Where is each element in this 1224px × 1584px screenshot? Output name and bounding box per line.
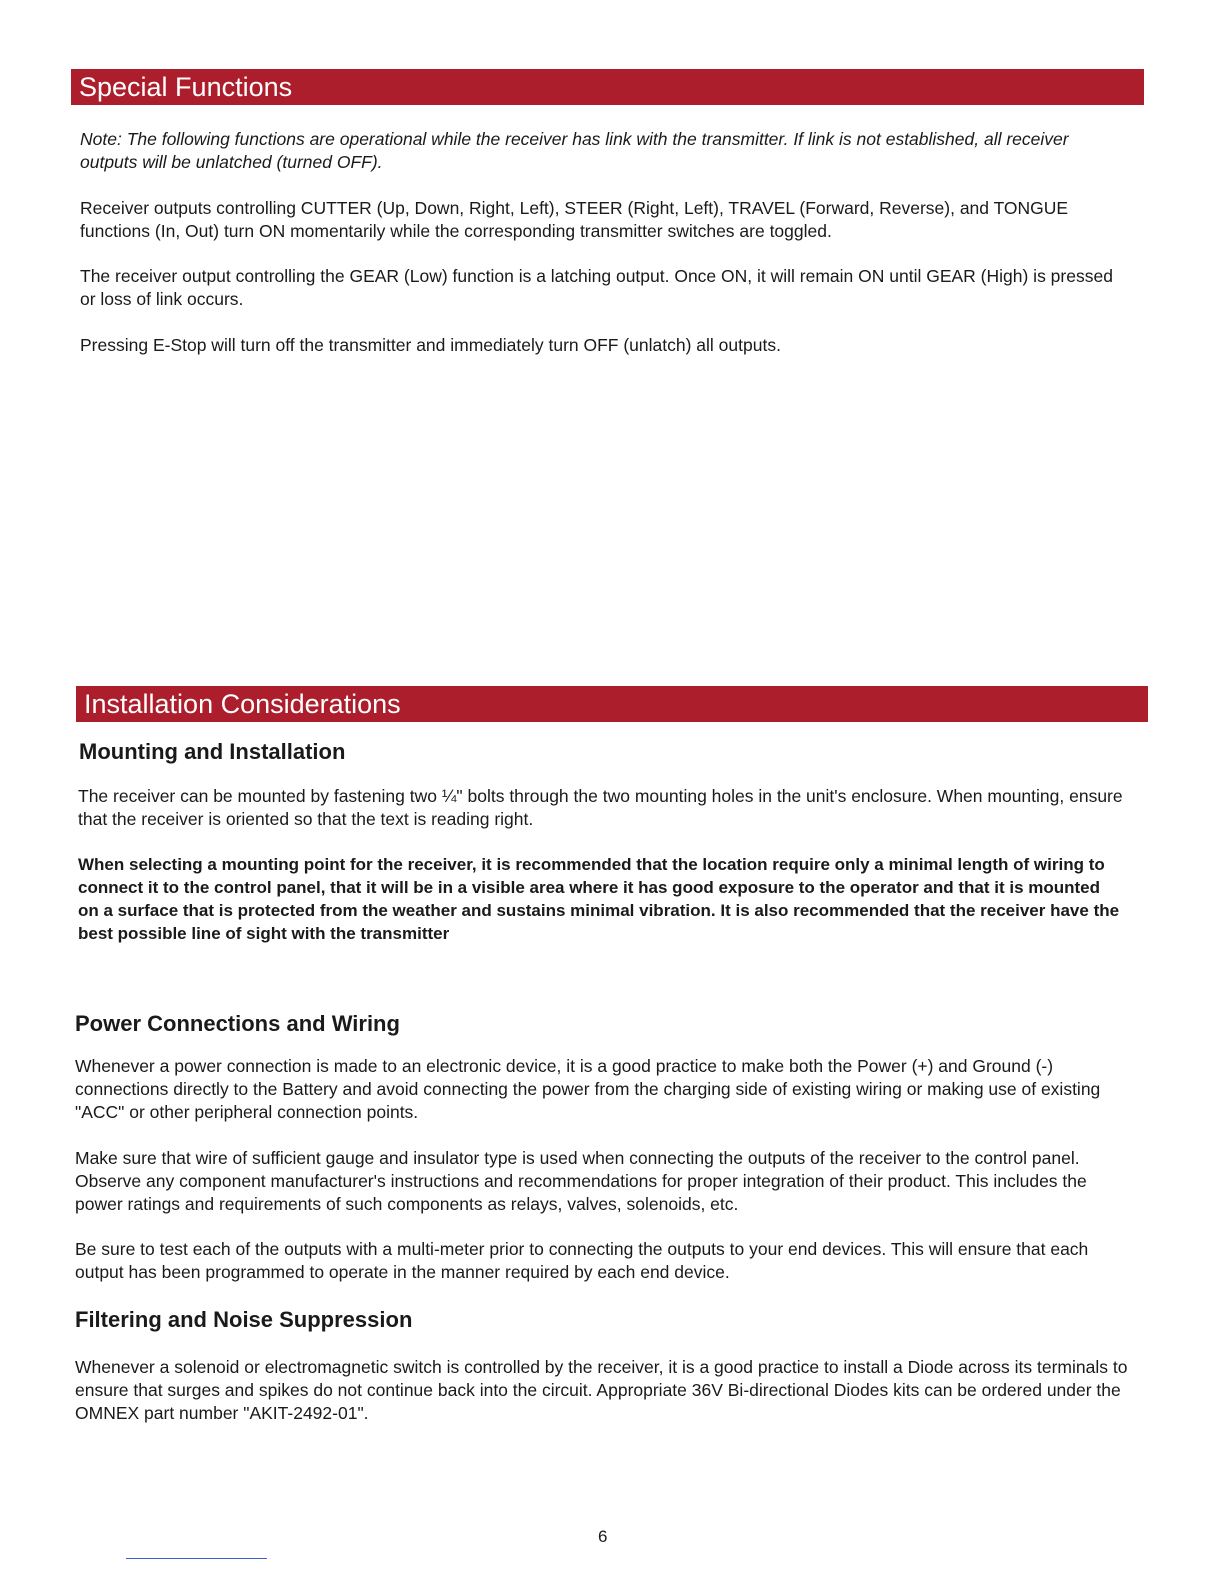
power-subheading: Power Connections and Wiring — [75, 1011, 400, 1036]
power-paragraph-1: Whenever a power connection is made to an electronic device, it is a good practice to make both the Power (+) and Ground (-) connections directly to the Battery and avoid connecting the power from the charging side of existing wiring or making use of existing "ACC" or other peripheral connection points. — [75, 1056, 1101, 1122]
power-paragraph-2: Make sure that wire of sufficient gauge and insulator type is used when connecting the outputs of the receiver to the control panel. Observe any component manufacturer's instructions and recommendations for proper integration of their product. This includes the power ratings and requirements of such components as relays, valves, solenoids, etc. — [75, 1148, 1087, 1214]
latching-output-paragraph: The receiver output controlling the GEAR (Low) function is a latching output. Once ON, it will remain ON until GEAR (High) is pressed or loss of link occurs. — [80, 266, 1113, 309]
footer-rule — [126, 1558, 267, 1559]
note-paragraph: Note: The following functions are operational while the receiver has link with the transmitter. If link is not established, all receiver outputs will be unlatched (turned OFF). — [80, 129, 1069, 172]
filtering-paragraph: Whenever a solenoid or electromagnetic switch is controlled by the receiver, it is a good practice to install a Diode across its terminals to ensure that surges and spikes do not continue back into the circuit. Appropriate 36V Bi-directional Diodes kits can be ordered under the OMNEX part number "AKIT-2492-01". — [75, 1357, 1128, 1423]
special-functions-heading: Special Functions — [71, 69, 1144, 105]
installation-considerations-heading: Installation Considerations — [76, 686, 1148, 722]
power-paragraph-3: Be sure to test each of the outputs with a multi-meter prior to connecting the outputs to your end devices. This will ensure that each output has been programmed to operate in the manner required by each end device. — [75, 1239, 1089, 1282]
mounting-subheading: Mounting and Installation — [79, 739, 346, 764]
mounting-paragraph: The receiver can be mounted by fastening two ¼" bolts through the two mounting holes in the unit's enclosure. When mounting, ensure that the receiver is oriented so that the text is reading right. — [78, 786, 1123, 829]
filtering-subheading: Filtering and Noise Suppression — [75, 1307, 413, 1332]
momentary-outputs-paragraph: Receiver outputs controlling CUTTER (Up, Down, Right, Left), STEER (Right, Left), TRAVEL (Forward, Reverse), and TONGUE functions (In, Out) turn ON momentarily while the corresponding transmitter switches are toggled. — [80, 198, 1069, 241]
mounting-recommendation-paragraph: When selecting a mounting point for the receiver, it is recommended that the location require only a minimal length of wiring to connect it to the control panel, that it will be in a visible area where it has good exposure to the operator and that it is mounted on a surface that is protected from the weather and sustains minimal vibration. It is also recommended that the receiver have the best possible line of sight with the transmitter — [78, 855, 1120, 943]
estop-paragraph: Pressing E-Stop will turn off the transmitter and immediately turn OFF (unlatch) all outputs. — [80, 335, 781, 355]
page-number: 6 — [598, 1527, 608, 1546]
